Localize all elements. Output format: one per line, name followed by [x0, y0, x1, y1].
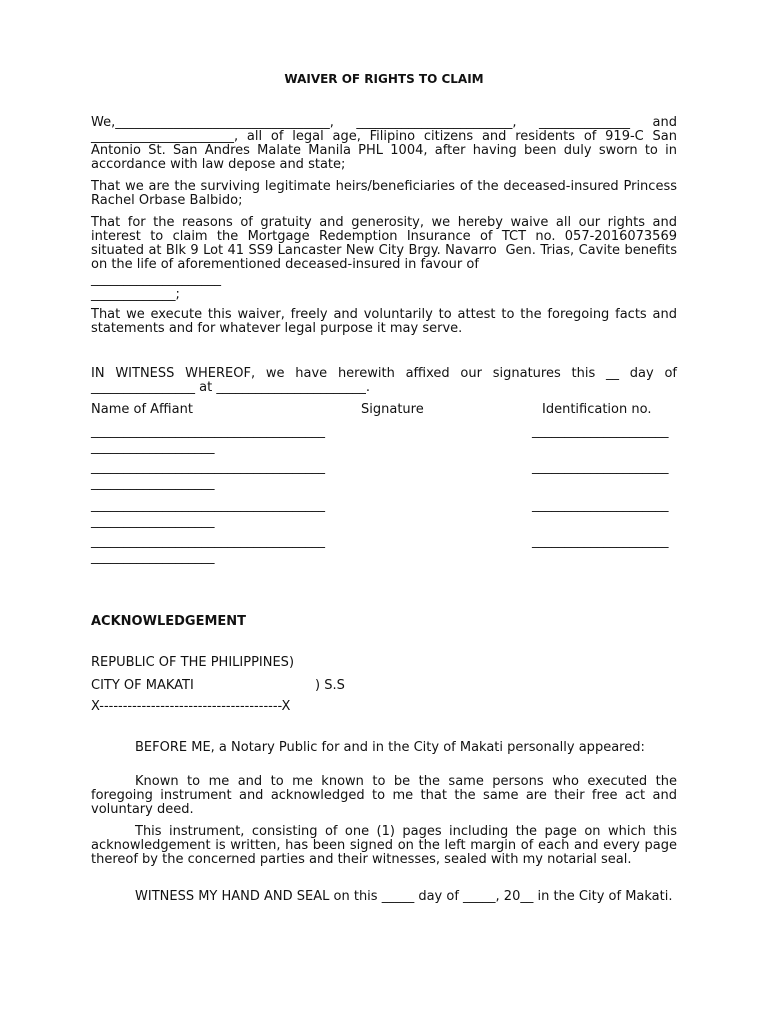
acknowledgement-heading: ACKNOWLEDGEMENT [91, 614, 247, 629]
affiant-name-line: ____________________________________ [91, 534, 325, 549]
affiant-name-line: ____________________________________ [91, 460, 325, 475]
paragraph-waiver: That for the reasons of gratuity and generosity, we hereby waive all our rights and interest to claim the Mortgage Redemption Insurance of TCT no. 057-2016073569 situated at Blk 9 Lot 41 SS9 Lancaster New City Brgy. Navarro Gen. Trias, Cavite benefits on the life of aforementioned deceased-insured in favour of [91, 215, 682, 272]
affiant-name-line-continued: ___________________ [91, 476, 215, 491]
header-name-of-affiant: Name of Affiant [91, 402, 193, 417]
affiant-name-line-continued: ___________________ [91, 550, 215, 565]
city-line: CITY OF MAKATI [91, 678, 194, 693]
header-identification-no: Identification no. [542, 402, 652, 417]
affiant-name-line: ____________________________________ [91, 424, 325, 439]
header-signature: Signature [361, 402, 424, 417]
paragraph-before-me: BEFORE ME, a Notary Public for and in the City of Makati personally appeared: [135, 740, 645, 755]
republic-line: REPUBLIC OF THE PHILIPPINES) [91, 655, 295, 670]
affiant-name-line-continued: ___________________ [91, 440, 215, 455]
affiant-id-line: _____________________ [532, 534, 669, 549]
paragraph-witness-whereof: IN WITNESS WHEREOF, we have herewith affixed our signatures this __ day of ________________ at _______________________. [91, 366, 682, 395]
affiant-name-line-continued: ___________________ [91, 514, 215, 529]
affiant-name-line: ____________________________________ [91, 498, 325, 513]
paragraph-known-to-me: Known to me and to me known to be the same persons who executed the foregoing instrument and acknowledged to me that the same are their free act and voluntary deed. [91, 774, 682, 817]
document-title: WAIVER OF RIGHTS TO CLAIM [284, 72, 484, 86]
affiant-id-line: _____________________ [532, 498, 669, 513]
affiant-id-line: _____________________ [532, 424, 669, 439]
x-separator-line: X---------------------------------------X [91, 699, 291, 714]
paragraph-heirs: That we are the surviving legitimate heirs/beneficiaries of the deceased-insured Princess Rachel Orbase Balbido; [91, 179, 682, 208]
paragraph-instrument: This instrument, consisting of one (1) pages including the page on which this acknowledgement is written, has been signed on the left margin of each and every page thereof by the concerned parties and their witnesses, sealed with my notarial seal. [91, 824, 682, 867]
ss-marker: ) S.S [315, 678, 345, 693]
affiant-id-line: _____________________ [532, 460, 669, 475]
beneficiary-line-1: ____________________ [91, 272, 221, 287]
paragraph-attest: That we execute this waiver, freely and voluntarily to attest to the foregoing facts and statements and for whatever legal purpose it may serve. [91, 307, 682, 336]
beneficiary-line-2: _____________; [91, 287, 180, 302]
paragraph-witness-hand-seal: WITNESS MY HAND AND SEAL on this _____ day of _____, 20__ in the City of Makati. [135, 889, 673, 904]
paragraph-affiants: We,_________________________________, ________________________, ______________ and ______________________, all of legal age, Filipino citizens and residents of 919-C San Antonio St. San Andres Malate Manila PHL 1004, after having been duly sworn to in accordance with law depose and state; [91, 115, 682, 172]
